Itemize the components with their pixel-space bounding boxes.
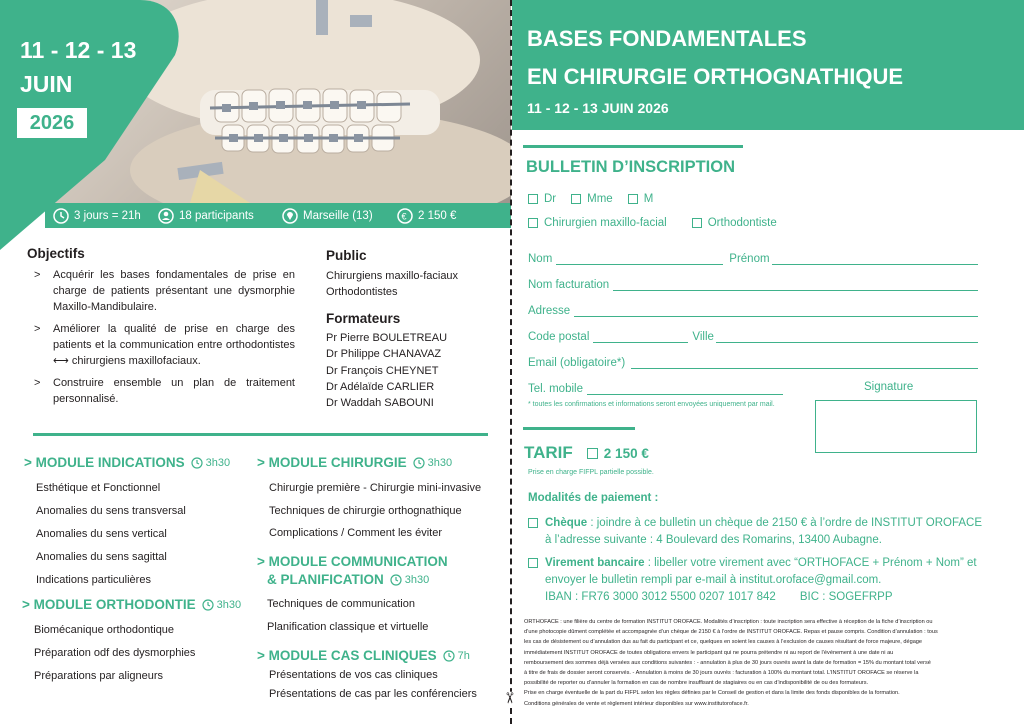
module-cas-cliniques <box>257 648 507 663</box>
objectifs-title: Objectifs <box>27 246 85 261</box>
module-orthodontie <box>22 597 252 612</box>
module-item: Présentations de vos cas cliniques <box>269 669 438 681</box>
label-prenom: Prénom <box>729 253 770 265</box>
module-duration: 7h <box>457 649 470 662</box>
module-title: > MODULE CHIRURGIE <box>257 455 407 470</box>
section-divider <box>33 433 488 436</box>
date-days: 11 - 12 - 13 <box>20 37 137 63</box>
modalites-title: Modalités de paiement : <box>528 492 659 504</box>
module-chirurgie <box>257 455 507 470</box>
module-title: > MODULE INDICATIONS <box>24 455 185 470</box>
clock-icon <box>390 574 402 586</box>
form-fields <box>528 245 978 395</box>
scissors-icon: ✂ <box>500 691 518 705</box>
row-facturation <box>528 271 978 291</box>
clock-icon <box>413 457 425 469</box>
bic: BIC : SOGEFRPP <box>799 591 893 603</box>
module-item: Biomécanique orthodontique <box>34 624 175 636</box>
public-line: Chirurgiens maxillo-faciaux <box>326 270 459 282</box>
legal-line: possibilité de reporter ou d’annuler la formation en cas de nombre insuffisant de stagiaires ou en cas d’indisponibilité de ou des formateurs. <box>524 680 869 687</box>
legal-line: Prise en charge éventuelle de la part du FIFPL selon les règles définies par le Conseil de gestion et dans la limite des fonds disponibles de la formation. <box>524 690 900 697</box>
checkbox-mme[interactable] <box>571 193 613 205</box>
module-duration: 3h30 <box>427 456 453 469</box>
course-date: 11 - 12 - 13 JUIN 2026 <box>527 100 669 116</box>
legal-line: ORTHOFACE : une filière du centre de formation INSTITUT OROFACE. Modalités d’inscription : toute inscription sera effective à réception de la fiche d’inscription ou <box>524 619 933 625</box>
module-duration: 3h30 <box>404 573 430 586</box>
objectif-text: Acquérir les bases fondamentales de prise en charge de patients présentant une dysmorphie Maxillo-Mandibulaire. <box>53 269 295 313</box>
objectif-item: > Acquérir les bases fondamentales de prise en charge de patients présentant une dysmorphie Maxillo-Mandibulaire. <box>34 269 295 313</box>
signature-box[interactable] <box>815 400 977 453</box>
module-item: Indications particulières <box>36 574 151 586</box>
row-adresse <box>528 297 978 317</box>
cp-input[interactable] <box>593 331 688 343</box>
cheque-text: : joindre à ce bulletin un chèque de 2150 € à l’ordre de INSTITUT OROFACE <box>587 517 983 529</box>
ville-input[interactable] <box>716 331 978 343</box>
email-note: * toutes les confirmations et informations seront envoyées uniquement par mail. <box>528 401 775 408</box>
clock-icon <box>53 208 69 224</box>
checkbox-m[interactable] <box>628 193 654 205</box>
info-duration-text: 3 jours = 21h <box>74 209 141 222</box>
checkbox-label: Dr <box>544 193 557 205</box>
virement-label: Virement bancaire <box>545 557 645 569</box>
year-badge <box>17 108 87 138</box>
modules-left <box>24 455 254 592</box>
tarif-rule <box>523 427 635 430</box>
tarif-value: 2 150 € <box>603 445 649 461</box>
legal-line: remboursement des sommes déjà versées aux conditions suivantes : - annulation à plus de 30 jours ouvrés avant la date de formation = 15% du montant total versé <box>524 659 931 666</box>
civility-options <box>528 193 653 205</box>
public-section <box>326 248 506 411</box>
module-item: Techniques de chirurgie orthognathique <box>269 504 462 517</box>
module-indications <box>24 455 254 470</box>
tarif-label: TARIF <box>524 443 573 462</box>
checkbox-dr[interactable] <box>528 193 556 205</box>
cheque-checkbox[interactable] <box>528 518 538 528</box>
objectif-text: Construire ensemble un plan de traitement personnalisé. <box>53 377 295 405</box>
tarif-checkbox[interactable] <box>587 448 598 459</box>
module-title: > MODULE CAS CLINIQUES <box>257 648 437 663</box>
formateur-name: Dr Waddah SABOUNI <box>326 397 434 410</box>
info-participants <box>158 208 282 224</box>
info-location-text: Marseille (13) <box>303 209 373 222</box>
signature-label: Signature <box>864 381 914 393</box>
legal-line: d’une photocopie dûment complétée et accompagnée d’un chèque de 2150 € à l’ordre de INSTITUT OROFACE. Repas et pause compris. Condition d’annulation : tous <box>524 629 938 636</box>
euro-icon <box>397 208 413 224</box>
formateur-name: Dr Philippe CHANAVAZ <box>326 348 442 361</box>
checkbox-chirurgien[interactable] <box>528 217 667 229</box>
label-cp: Code postal <box>528 331 590 343</box>
module-item: Anomalies du sens sagittal <box>36 551 167 563</box>
clock-icon <box>443 650 455 662</box>
payment-cheque <box>528 515 998 549</box>
info-participants-text: 18 participants <box>179 209 254 222</box>
module-item: Esthétique et Fonctionnel <box>36 482 161 494</box>
info-bar <box>45 203 511 228</box>
fipl-note: Prise en charge FIFPL partielle possible. <box>528 469 654 476</box>
objectif-text: Améliorer la qualité de prise en charge des patients et la communication entre orthodontistes ⟷ chirurgiens maxillofaciaux. <box>53 323 295 367</box>
iban: IBAN : FR76 3000 3012 5500 0207 1017 842 <box>545 591 776 603</box>
formateurs-title: Formateurs <box>326 311 401 326</box>
checkbox-label: Chirurgien maxillo-facial <box>544 217 667 229</box>
clock-icon <box>202 599 214 611</box>
info-location <box>282 208 397 224</box>
module-item: Planification classique et virtuelle <box>267 621 429 633</box>
module-duration: 3h30 <box>205 456 231 469</box>
date-month: JUIN <box>20 71 73 97</box>
bulletin-title: BULLETIN D’INSCRIPTION <box>526 158 735 176</box>
checkbox-label: Mme <box>587 193 613 205</box>
module-title: & PLANIFICATION <box>267 572 384 587</box>
cheque-address: à l’adresse suivante : 4 Boulevard des Romarins, 13400 Aubagne. <box>545 534 882 546</box>
modules-left-2 <box>22 597 252 688</box>
formateur-name: Dr François CHEYNET <box>326 364 439 377</box>
formateur-name: Pr Pierre BOULETREAU <box>326 332 448 344</box>
module-item: Chirurgie première - Chirurgie mini-invasive <box>269 482 482 494</box>
modules-right-3 <box>257 648 507 704</box>
label-facturation: Nom facturation <box>528 279 610 291</box>
label-adresse: Adresse <box>528 305 571 317</box>
module-item: Techniques de communication <box>267 598 415 610</box>
year-text: 2026 <box>29 112 75 134</box>
module-communication <box>257 572 507 587</box>
row-email <box>528 349 978 369</box>
virement-text: : libeller votre virement avec “ORTHOFACE + Prénom + Nom” et <box>644 557 977 569</box>
module-item: Anomalies du sens vertical <box>36 528 167 540</box>
tel-input[interactable] <box>587 383 783 395</box>
checkbox-label: Orthodontiste <box>707 217 777 229</box>
modules-right-2 <box>257 551 507 639</box>
tarif-row <box>524 443 649 463</box>
people-icon <box>158 208 174 224</box>
formateur-name: Dr Adélaïde CARLIER <box>326 380 435 393</box>
checkbox-label: M <box>643 193 654 205</box>
objectif-item: > Construire ensemble un plan de traitement personnalisé. <box>34 377 295 405</box>
info-duration <box>53 208 158 224</box>
module-item: Complications / Comment les éviter <box>269 527 443 539</box>
label-email: Email (obligatoire*) <box>528 357 626 369</box>
objectifs-section <box>27 246 297 407</box>
info-price <box>397 208 456 224</box>
adresse-input[interactable] <box>574 305 978 317</box>
module-item: Anomalies du sens transversal <box>36 505 186 517</box>
prenom-input[interactable] <box>772 253 978 265</box>
public-line: Orthodontistes <box>326 286 398 298</box>
row-cp <box>528 323 978 343</box>
modules-right <box>257 455 507 545</box>
module-title: > MODULE ORTHODONTIE <box>22 597 196 612</box>
bulletin-rule <box>523 145 743 148</box>
right-header <box>512 0 1024 130</box>
facturation-input[interactable] <box>613 279 978 291</box>
clock-icon <box>191 457 203 469</box>
label-nom: Nom <box>528 253 553 265</box>
email-input[interactable] <box>631 357 978 369</box>
virement-checkbox[interactable] <box>528 558 538 568</box>
module-item: Préparations par aligneurs <box>34 670 164 682</box>
objectif-item: > Améliorer la qualité de prise en charge des patients et la communication entre orthodontistes ⟷ chirurgiens maxillofaciaux. <box>34 323 295 367</box>
row-nom <box>528 245 978 265</box>
profession-options <box>528 217 777 229</box>
module-item: Préparation odf des dysmorphies <box>34 647 196 659</box>
legal-line: les cas de désistement ou d’annulation dus au fait du participant et ce, quelques en soient les causes à l’exclusion de causes résultant de force majeure, dégage <box>524 639 923 646</box>
public-title: Public <box>326 248 367 263</box>
payment-virement <box>528 555 998 606</box>
legal-line: Conditions générales de vente et règlement intérieur disponibles sur www.institutoroface.fr. <box>524 700 749 707</box>
virement-email: envoyer le bulletin rempli par e-mail à institut.oroface@gmail.com. <box>545 574 882 586</box>
checkbox-orthodontiste[interactable] <box>692 217 777 229</box>
info-price-text: 2 150 € <box>418 209 457 222</box>
label-ville: Ville <box>692 331 714 343</box>
nom-input[interactable] <box>556 253 723 265</box>
cheque-label: Chèque <box>545 517 588 529</box>
module-title: > MODULE COMMUNICATION <box>257 554 448 569</box>
svg-text:€: € <box>401 211 407 221</box>
legal-line: immédiatement INSTITUT OROFACE de toutes obligations envers le participant qui ne pourra prétendre ni au report de l’événement à une date ni au <box>524 649 894 656</box>
module-item: Présentations de cas par les conférenciers <box>269 688 477 700</box>
course-title-line1: BASES FONDAMENTALES <box>527 26 807 51</box>
course-title-line2: EN CHIRURGIE ORTHOGNATHIQUE <box>527 64 904 89</box>
legal-text <box>524 617 1002 709</box>
module-duration: 3h30 <box>216 598 242 611</box>
legal-line: à titre de frais de dossier seront conservés. - Annulation à moins de 30 jours ouvrés : facturation à 100% du montant total. L’INSTITUT OROFACE se réserve la <box>524 670 919 677</box>
label-tel: Tel. mobile <box>528 383 583 395</box>
location-icon <box>282 208 298 224</box>
